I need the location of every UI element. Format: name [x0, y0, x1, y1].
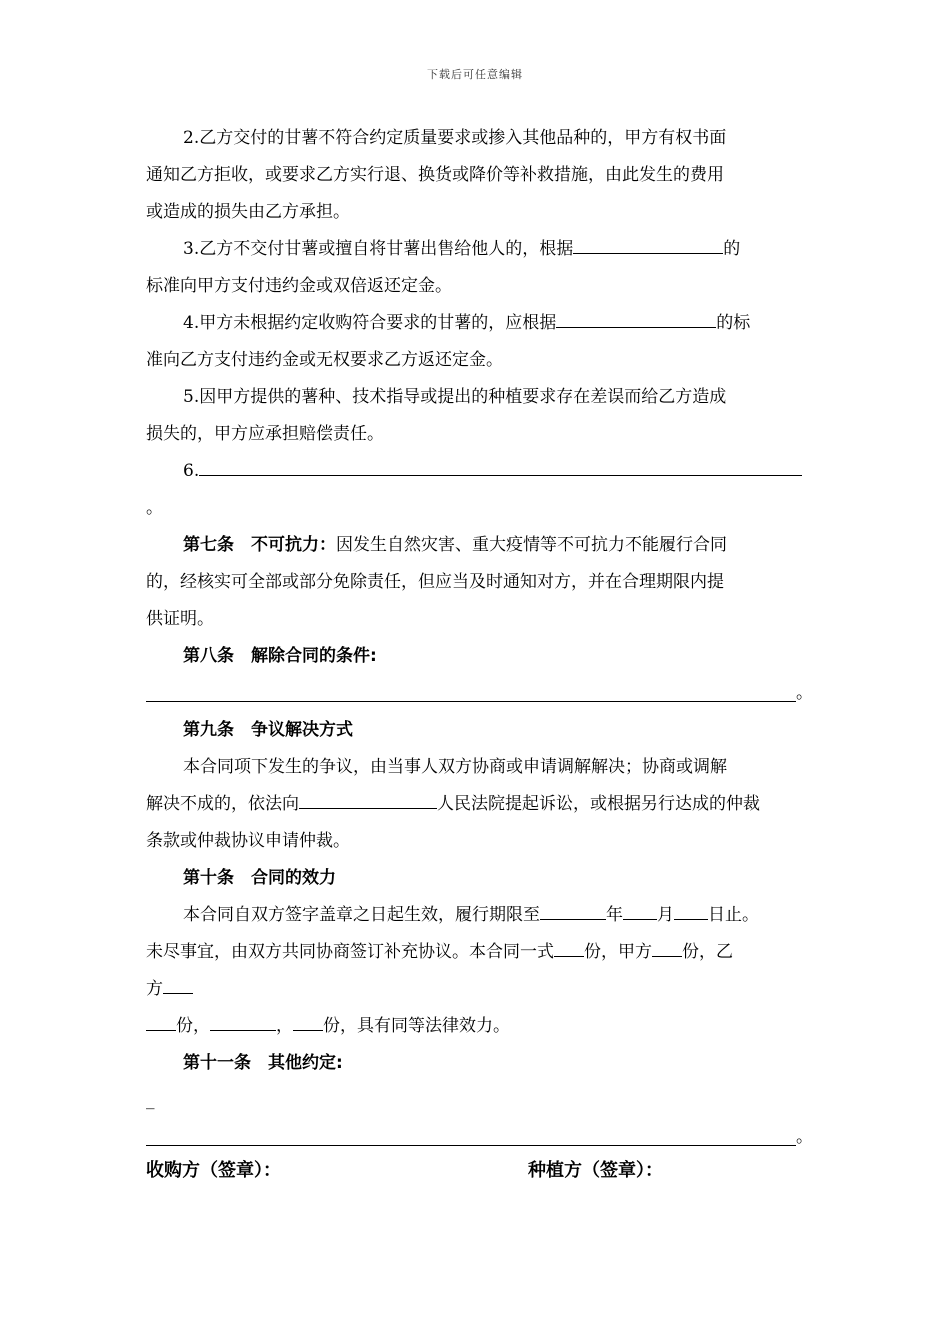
copies-party-a-blank[interactable] [652, 938, 682, 957]
article-10-line-2 [146, 934, 808, 971]
article-8-blank[interactable] [146, 701, 796, 702]
article-11-blank-line [146, 1119, 813, 1156]
month-blank[interactable] [623, 901, 657, 920]
clause-2-line-2: 通知乙方拒收，或要求乙方实行退、换货或降价等补救措施，由此发生的费用 [146, 165, 724, 185]
year-blank[interactable] [540, 901, 606, 920]
copies-party-b-blank-2[interactable] [146, 1012, 176, 1031]
article-9-text-a: 解决不成的，依法向 [146, 794, 299, 814]
article-10-text-a: 本合同自双方签字盖章之日起生效，履行期限至 [183, 905, 540, 925]
page-header: 下载后可任意编辑 [427, 68, 523, 81]
clause-5-line-2: 损失的，甲方应承担赔偿责任。 [146, 424, 384, 444]
article-10-title-line [146, 860, 808, 897]
article-8-blank-line [146, 675, 813, 712]
copies-total-blank[interactable] [554, 938, 584, 957]
year-label: 年 [606, 905, 623, 925]
clause-4-text-end: 的标 [716, 313, 751, 333]
clause-5-line-1: 5.因甲方提供的薯种、技术指导或提出的种植要求存在差误而给乙方造成 [183, 387, 727, 407]
day-blank[interactable] [674, 901, 708, 920]
clause-3-line-2: 标准向甲方支付违约金或双倍返还定金。 [146, 276, 452, 296]
copies-party-b-blank[interactable] [163, 975, 193, 994]
article-9-text-b: 人民法院提起诉讼，或根据另行达成的仲裁 [437, 794, 760, 814]
article-7-line-2: 的，经核实可全部或部分免除责任，但应当及时通知对方，并在合理期限内提 [146, 572, 724, 592]
clause-3-text-end: 的 [723, 239, 741, 259]
article-11-title: 第十一条 其他约定: [183, 1053, 343, 1073]
contract-body [146, 120, 813, 1156]
clause-2-line-1: 2.乙方交付的甘薯不符合约定质量要求或掺入其他品种的，甲方有权书面 [183, 128, 727, 148]
article-10-title: 第十条 合同的效力 [183, 868, 336, 888]
grower-signature-label: 种植方（签章）： [528, 1160, 663, 1181]
month-label: 月 [657, 905, 674, 925]
article-11-end: 。 [796, 1127, 813, 1147]
article-10-line-3 [146, 971, 808, 1008]
article-9-line-3: 条款或仲裁协议申请仲裁。 [146, 831, 350, 851]
clause-3-line-1 [146, 231, 808, 268]
other-party-blank[interactable] [210, 1012, 276, 1031]
clause-3-text: 3.乙方不交付甘薯或擅自将甘薯出售给他人的，根据 [183, 239, 574, 259]
article-11-title-line [146, 1045, 808, 1082]
article-11-blank[interactable] [146, 1145, 796, 1146]
clause-6-end: 。 [146, 498, 163, 518]
clause-6-line [146, 453, 808, 490]
clause-6-blank[interactable] [199, 457, 802, 476]
clause-4-text: 4.甲方未根据约定收购符合要求的甘薯的，应根据 [183, 313, 557, 333]
article-10-text-c: 份，甲方 [584, 942, 652, 962]
article-8-title: 第八条 解除合同的条件: [183, 646, 377, 666]
article-7-text-1: 因发生自然灾害、重大疫情等不可抗力不能履行合同 [336, 535, 727, 555]
clause-4-blank[interactable] [556, 309, 716, 328]
clause-3-blank[interactable] [573, 235, 723, 254]
article-8-end: 。 [796, 683, 813, 703]
article-10-text-e: 方 [146, 979, 163, 999]
article-10-text-b: 未尽事宜，由双方共同协商签订补充协议。本合同一式 [146, 942, 554, 962]
article-8-title-line [146, 638, 808, 675]
article-9-title: 第九条 争议解决方式 [183, 720, 353, 740]
day-label: 日止。 [708, 905, 759, 925]
clause-2-line-3: 或造成的损失由乙方承担。 [146, 202, 350, 222]
article-11-dash: _ [146, 1090, 155, 1110]
clause-6-number: 6. [183, 461, 200, 481]
article-7-line-1 [146, 527, 808, 564]
buyer-signature-label: 收购方（签章）： [146, 1160, 281, 1181]
article-9-title-line [146, 712, 808, 749]
article-10-line-4 [146, 1008, 808, 1045]
copies-other-blank[interactable] [293, 1012, 323, 1031]
article-10-text-f: 份， [176, 1016, 210, 1036]
article-10-text-d: 份，乙 [682, 942, 733, 962]
article-7-line-3: 供证明。 [146, 609, 214, 629]
article-10-line-1 [146, 897, 808, 934]
article-10-text-h: 份，具有同等法律效力。 [323, 1016, 510, 1036]
clause-4-line-2: 准向乙方支付违约金或无权要求乙方返还定金。 [146, 350, 503, 370]
article-7-title: 第七条 不可抗力： [183, 535, 336, 555]
article-9-line-2 [146, 786, 808, 823]
article-10-text-g: ， [276, 1016, 293, 1036]
article-9-line-1: 本合同项下发生的争议，由当事人双方协商或申请调解解决；协商或调解 [183, 757, 727, 777]
court-blank[interactable] [299, 790, 437, 809]
clause-4-line-1 [146, 305, 808, 342]
